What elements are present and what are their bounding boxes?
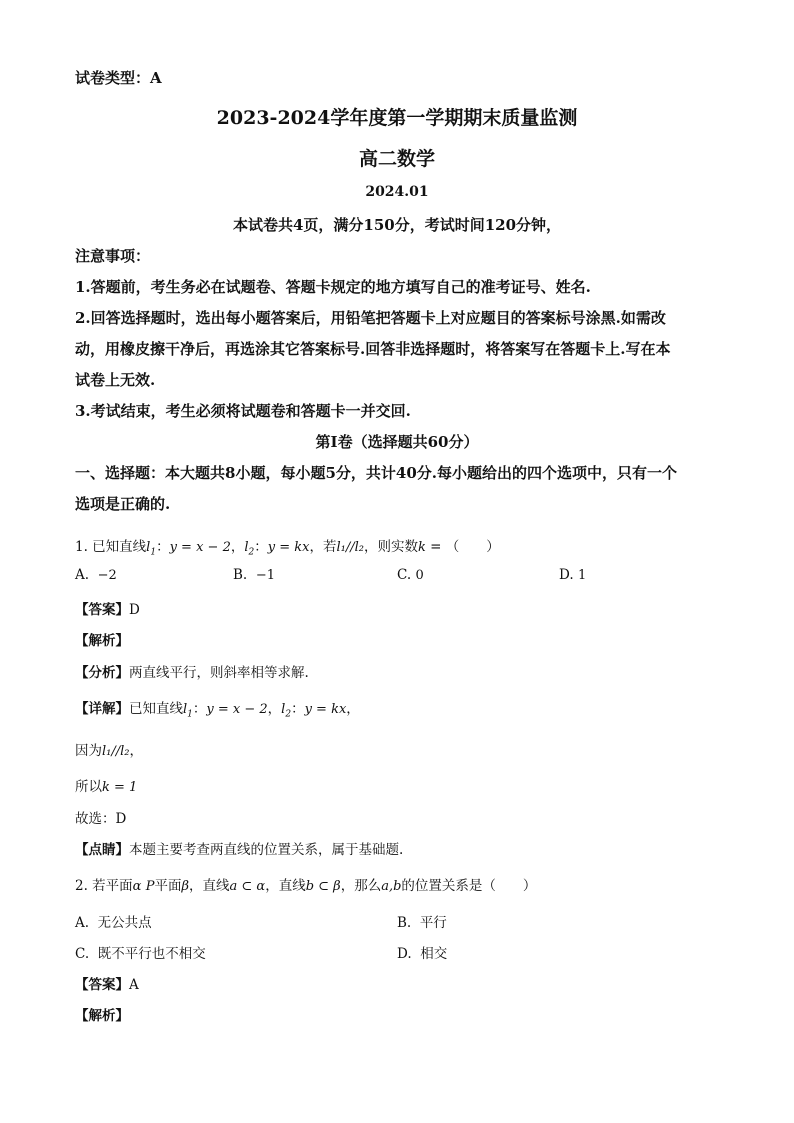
section-title: 第Ⅰ卷（选择题共60分）	[315, 433, 479, 451]
exam-info: 本试卷共4页，满分150分，考试时间120分钟，	[232, 216, 562, 234]
q1-because: 因为l₁//l₂，	[75, 743, 143, 759]
section-intro-line-1: 一、选择题：本大题共8小题，每小题5分，共计40分.每小题给出的四个选项中，只有一个	[75, 464, 677, 482]
q1-comma-1: ，	[230, 539, 245, 555]
exam-date: 2024.01	[365, 184, 429, 200]
q1-stem-b: ，若	[309, 539, 337, 555]
question-1-stem	[75, 535, 500, 558]
q1-stem-d: = （ ）	[425, 539, 500, 555]
q1-eq-2: y = kx	[267, 540, 310, 555]
notice-item-2-line-2: 动，用橡皮擦干净后，再选涂其它答案标号.回答非选择题时，将答案写在答题卡上.写在本	[75, 340, 671, 358]
q2-option-a: A. 无公共点	[75, 915, 152, 931]
section-intro-line-2: 选项是正确的.	[75, 495, 171, 513]
q1-stem-c: ，则实数	[363, 539, 418, 555]
notice-item-3: 3.考试结束，考生必须将试题卷和答题卡一并交回.	[75, 402, 411, 420]
q1-eq-1: y = x − 2	[169, 540, 231, 555]
paper-type: 试卷类型：A	[75, 69, 162, 87]
q2-analysis-tag: 【解析】	[75, 1008, 129, 1024]
q1-answer: 【答案】D	[75, 602, 140, 618]
exam-title: 2023-2024学年度第一学期期末质量监测	[216, 107, 578, 129]
q1-l1: $l_1$	[146, 540, 157, 558]
notice-heading: 注意事项：	[75, 247, 151, 265]
q2-option-b: B. 平行	[397, 915, 447, 931]
q2-answer: 【答案】A	[75, 977, 139, 993]
q1-stem-a: 1. 已知直线	[75, 539, 147, 555]
q1-option-b: B. −1	[233, 567, 275, 583]
q1-analysis-tag: 【解析】	[75, 633, 129, 649]
q1-parallel: l₁//l₂	[336, 540, 364, 555]
q1-option-a: A. −2	[75, 567, 117, 583]
q1-so: 所以k = 1	[75, 779, 138, 795]
q1-xiangjie: 【详解】已知直线$l_1$：y = x − 2，$l_2$：y = kx，	[75, 701, 360, 720]
q1-k: k	[417, 540, 426, 555]
q2-option-c: C. 既不平行也不相交	[75, 946, 206, 962]
q1-option-c: C. 0	[397, 567, 424, 583]
notice-item-1: 1.答题前，考生务必在试题卷、答题卡规定的地方填写自己的准考证号、姓名.	[75, 278, 591, 296]
q1-option-d: D. 1	[559, 567, 587, 583]
q1-colon-1: ：	[156, 539, 170, 555]
question-2-stem: 2. 若平面α P平面β，直线a ⊂ α，直线b ⊂ β，那么a,b的位置关系是（ ）	[75, 878, 537, 894]
q1-l2: $l_2$	[244, 540, 255, 558]
q1-fenxi: 【分析】两直线平行，则斜率相等求解.	[75, 665, 309, 681]
notice-item-2-line-1: 2.回答选择题时，选出每小题答案后，用铅笔把答题卡上对应题目的答案标号涂黑.如需改	[75, 309, 666, 327]
q1-choose: 故选：D	[75, 811, 127, 827]
q1-dianjing: 【点睛】本题主要考查两直线的位置关系，属于基础题.	[75, 842, 404, 858]
exam-subtitle: 高二数学	[358, 148, 435, 170]
q1-colon-2: ：	[254, 539, 268, 555]
notice-item-2-line-3: 试卷上无效.	[75, 371, 156, 389]
q2-option-d: D. 相交	[397, 946, 448, 962]
